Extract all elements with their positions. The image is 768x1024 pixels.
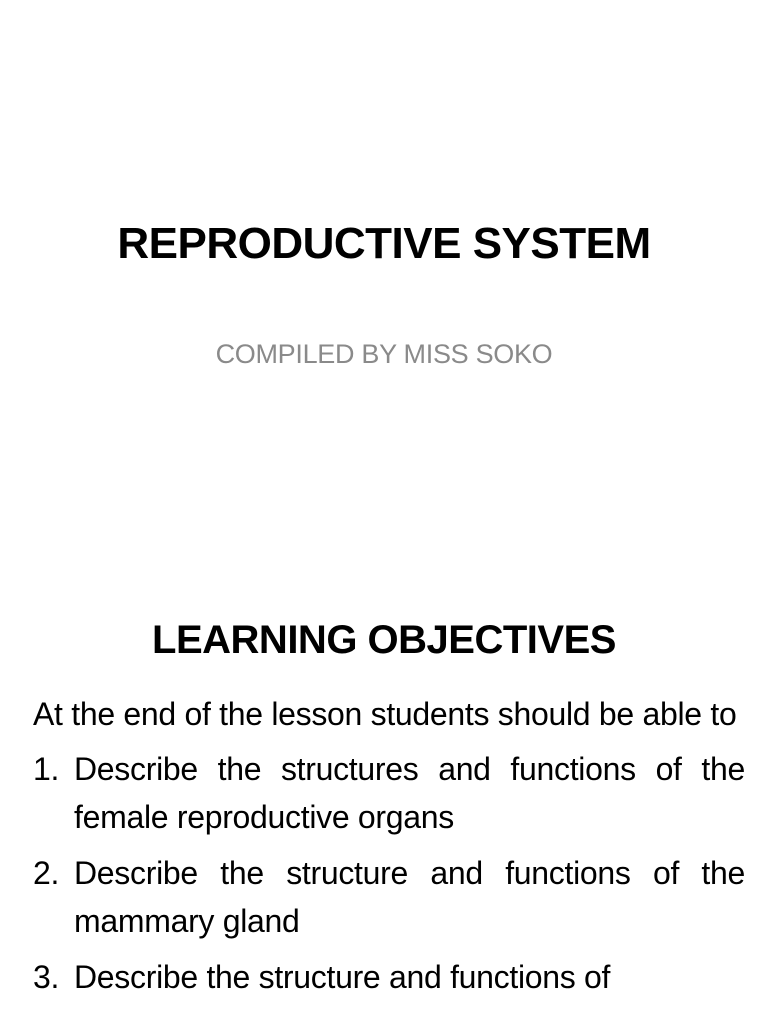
objective-text: Describe the structures and functions of the female reproductive organs (74, 751, 745, 835)
objective-number: 3. (33, 959, 60, 995)
objectives-slide (0, 576, 768, 1024)
objective-item-3 (33, 953, 745, 1001)
objective-item-1 (33, 745, 745, 841)
objective-text: Describe the structure and functions of (74, 959, 611, 995)
slide-subtitle: COMPILED BY MISS SOKO (215, 339, 553, 369)
objective-number: 1. (33, 751, 60, 787)
objective-text: Describe the structure and functions of the mammary gland (74, 855, 745, 939)
objectives-heading: LEARNING OBJECTIVES (152, 618, 616, 662)
objective-number: 2. (33, 855, 60, 891)
objectives-intro: At the end of the lesson students should be able to (33, 696, 737, 732)
slide-title: REPRODUCTIVE SYSTEM (117, 219, 651, 268)
objective-item-2 (33, 849, 745, 945)
objectives-body (33, 690, 745, 1009)
